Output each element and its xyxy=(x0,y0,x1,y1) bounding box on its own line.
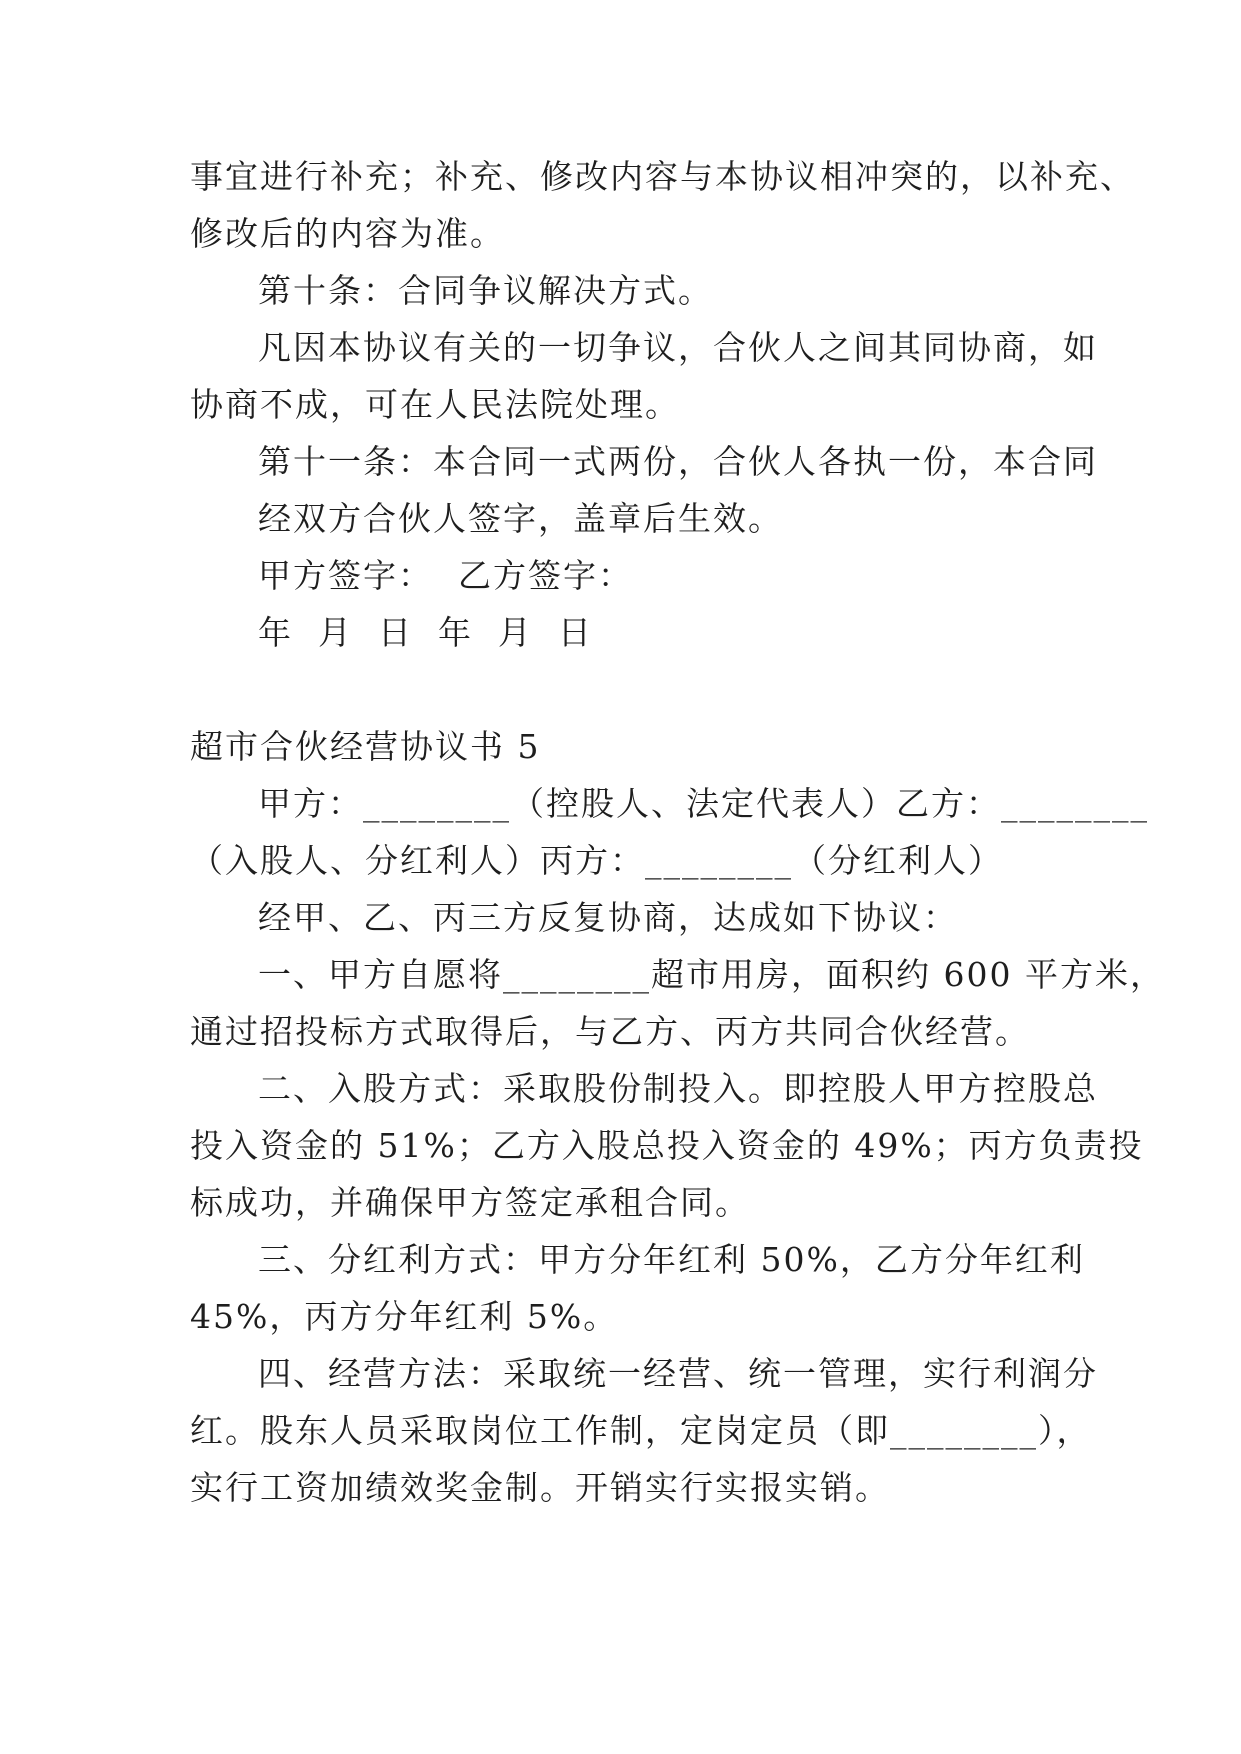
text-line: 45%，丙方分年红利 5%。 xyxy=(190,1297,619,1336)
text-line: 甲方：________（控股人、法定代表人）乙方：________ xyxy=(258,784,1149,823)
text-line: 凡因本协议有关的一切争议，合伙人之间其同协商，如 xyxy=(258,328,1098,367)
text-line: 第十一条：本合同一式两份，合伙人各执一份，本合同 xyxy=(258,442,1098,481)
text-line: 红。股东人员采取岗位工作制，定岗定员（即________）， xyxy=(190,1411,1092,1450)
section-title: 超市合伙经营协议书 5 xyxy=(190,727,541,766)
text-line: 二、入股方式：采取股份制投入。即控股人甲方控股总 xyxy=(258,1069,1098,1108)
text-line: 经双方合伙人签字，盖章后生效。 xyxy=(258,499,783,538)
text-line: 四、经营方法：采取统一经营、统一管理，实行利润分 xyxy=(258,1354,1098,1393)
text-line: 第十条：合同争议解决方式。 xyxy=(258,271,713,310)
text-line: 一、甲方自愿将________超市用房，面积约 600 平方米， xyxy=(258,955,1165,994)
text-line: 投入资金的 51%；乙方入股总投入资金的 49%；丙方负责投 xyxy=(190,1126,1144,1165)
text-line: 修改后的内容为准。 xyxy=(190,214,505,253)
signature-line: 甲方签字： 乙方签字： xyxy=(258,556,633,595)
text-line: 经甲、乙、丙三方反复协商，达成如下协议： xyxy=(258,898,958,937)
date-line: 年 月 日 年 月 日 xyxy=(258,613,593,652)
text-line: 实行工资加绩效奖金制。开销实行实报实销。 xyxy=(190,1468,890,1507)
text-line: 三、分红利方式：甲方分年红利 50%，乙方分年红利 xyxy=(258,1240,1085,1279)
text-line: （入股人、分红利人）丙方：________（分红利人） xyxy=(190,841,1003,880)
text-line: 标成功，并确保甲方签定承租合同。 xyxy=(190,1183,750,1222)
text-line: 通过招投标方式取得后，与乙方、丙方共同合伙经营。 xyxy=(190,1012,1030,1051)
text-line: 事宜进行补充；补充、修改内容与本协议相冲突的，以补充、 xyxy=(190,157,1135,196)
text-line: 协商不成，可在人民法院处理。 xyxy=(190,385,680,424)
